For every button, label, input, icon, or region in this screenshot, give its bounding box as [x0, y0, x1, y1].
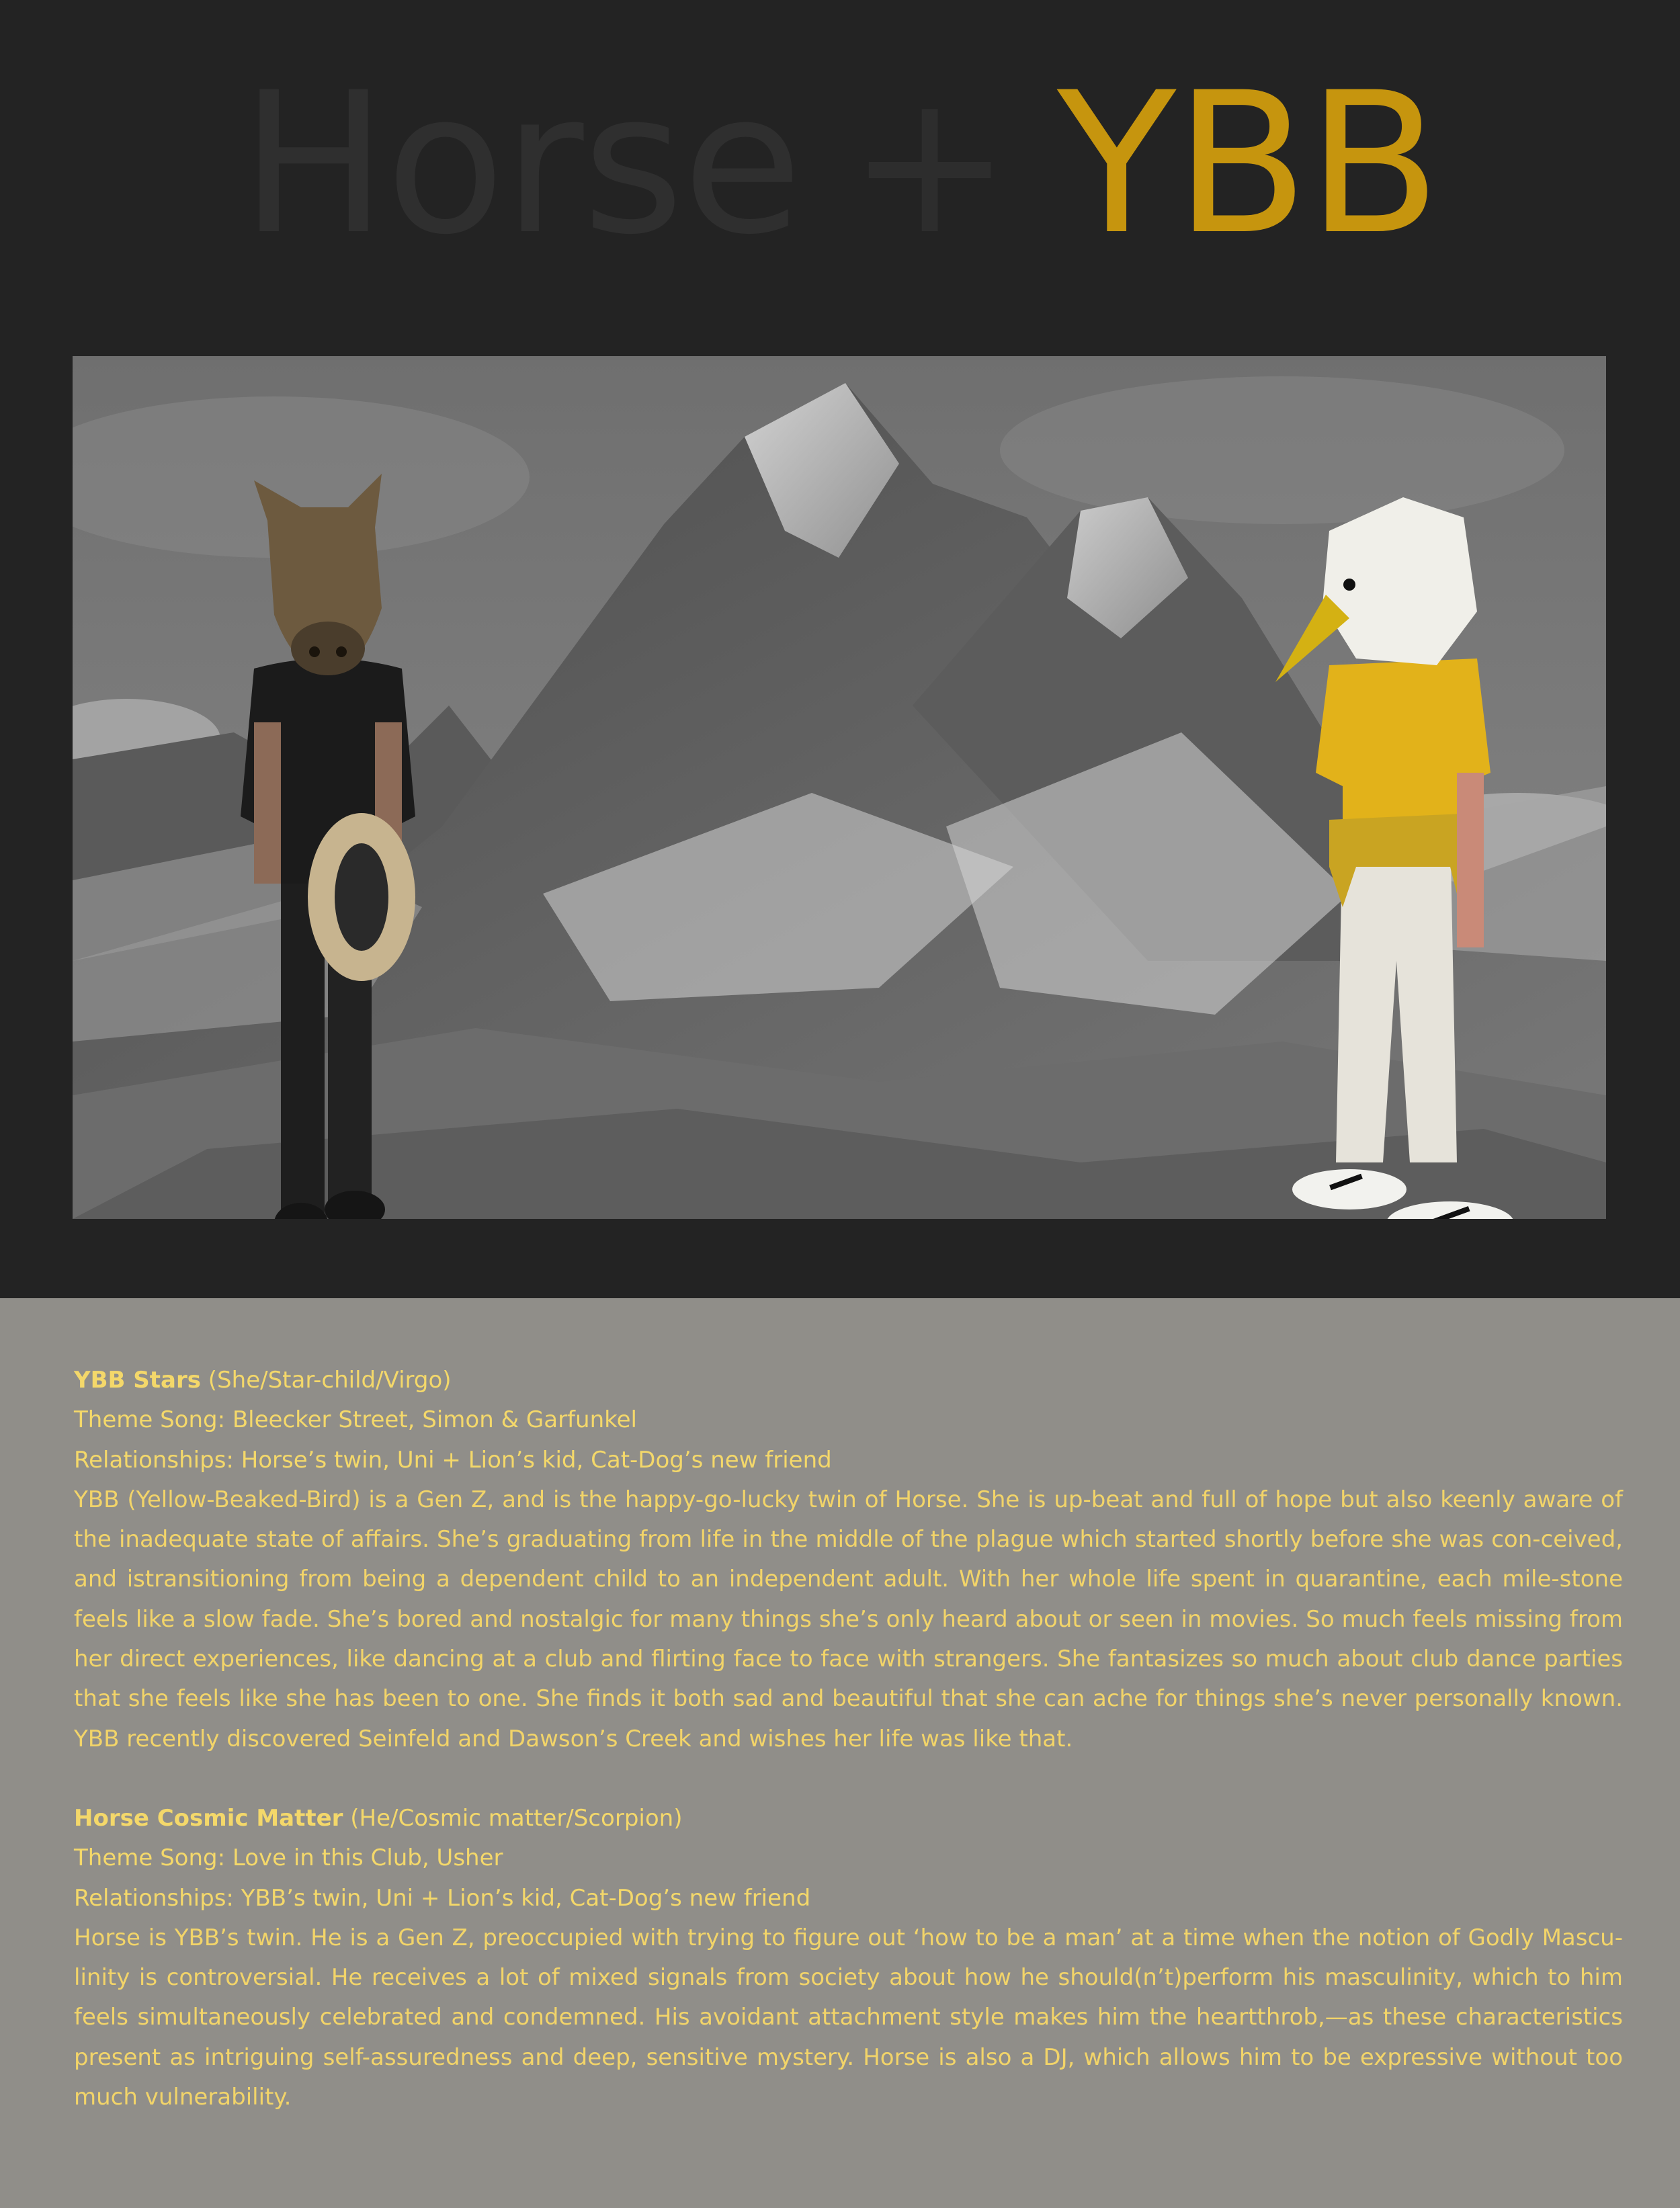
ybb-section [74, 1361, 1623, 1759]
page-title [0, 51, 1680, 278]
horse-section [74, 1799, 1623, 2117]
horse-heading [74, 1799, 1623, 1838]
horse-name: Horse Cosmic Matter [74, 1804, 343, 1832]
hero-image [73, 356, 1606, 1219]
horse-relationships: Relationships: YBB’s twin, Uni + Lion’s kid, Cat-Dog’s new friend [74, 1884, 811, 1912]
title-plus: + [848, 51, 1011, 278]
title-ybb: YBB [1057, 51, 1440, 278]
character-descriptions [74, 1361, 1623, 2117]
horse-figure [227, 467, 429, 1219]
ybb-pronouns: (She/Star-child/Virgo) [208, 1367, 452, 1394]
horse-pronouns: (He/Cosmic matter/Scorpion) [350, 1804, 683, 1832]
ybb-relationships: Relationships: Horse’s twin, Uni + Lion’s kid, Cat-Dog’s new friend [74, 1446, 832, 1474]
ybb-bio: YBB (Yellow-Beaked-Bird) is a Gen Z, and is the happy-go-lucky twin of Horse. She is up-beat and full of hope but also keenly aware of the inadequate state of affairs. She’s graduating from life in the middle of the plague which started shortly before she was con-ceived, and istransitioning from being a dependent child to an independent adult. With her whole life spent in quarantine, each mile-stone feels like a slow fade. She’s bored and nostalgic for many things she’s only heard about or seen in movies. So much feels missing from her direct experiences, like dancing at a club and flirting face to face with strangers. She fantasizes so much about club dance parties that she feels like she has been to one. She finds it both sad and beautiful that she can ache for things she’s never personally known. YBB recently discovered Seinfeld and Dawson’s Creek and wishes her life was like that. [74, 1486, 1623, 1752]
title-horse: Horse [240, 51, 802, 278]
horse-theme-song: Theme Song: Love in this Club, Usher [74, 1844, 503, 1872]
horse-bio: Horse is YBB’s twin. He is a Gen Z, preoccupied with trying to figure out ‘how to be a man’ at a time when the notion of Godly Mascu-linity is controversial. He receives a lot of mixed signals from society about how he should(n’t)perform his masculinity, which to him feels simultaneously celebrated and condemned. His avoidant attachment style makes him the heartthrob,—as these characteristics present as intriguing self-assuredness and deep, sensitive mystery. Horse is also a DJ, which allows him to be expressive without too much vulnerability. [74, 1924, 1623, 2111]
ybb-figure [1255, 491, 1538, 1219]
ybb-name: YBB Stars [74, 1367, 201, 1394]
ybb-theme-song: Theme Song: Bleecker Street, Simon & Garfunkel [74, 1406, 637, 1434]
ybb-heading [74, 1361, 1623, 1400]
